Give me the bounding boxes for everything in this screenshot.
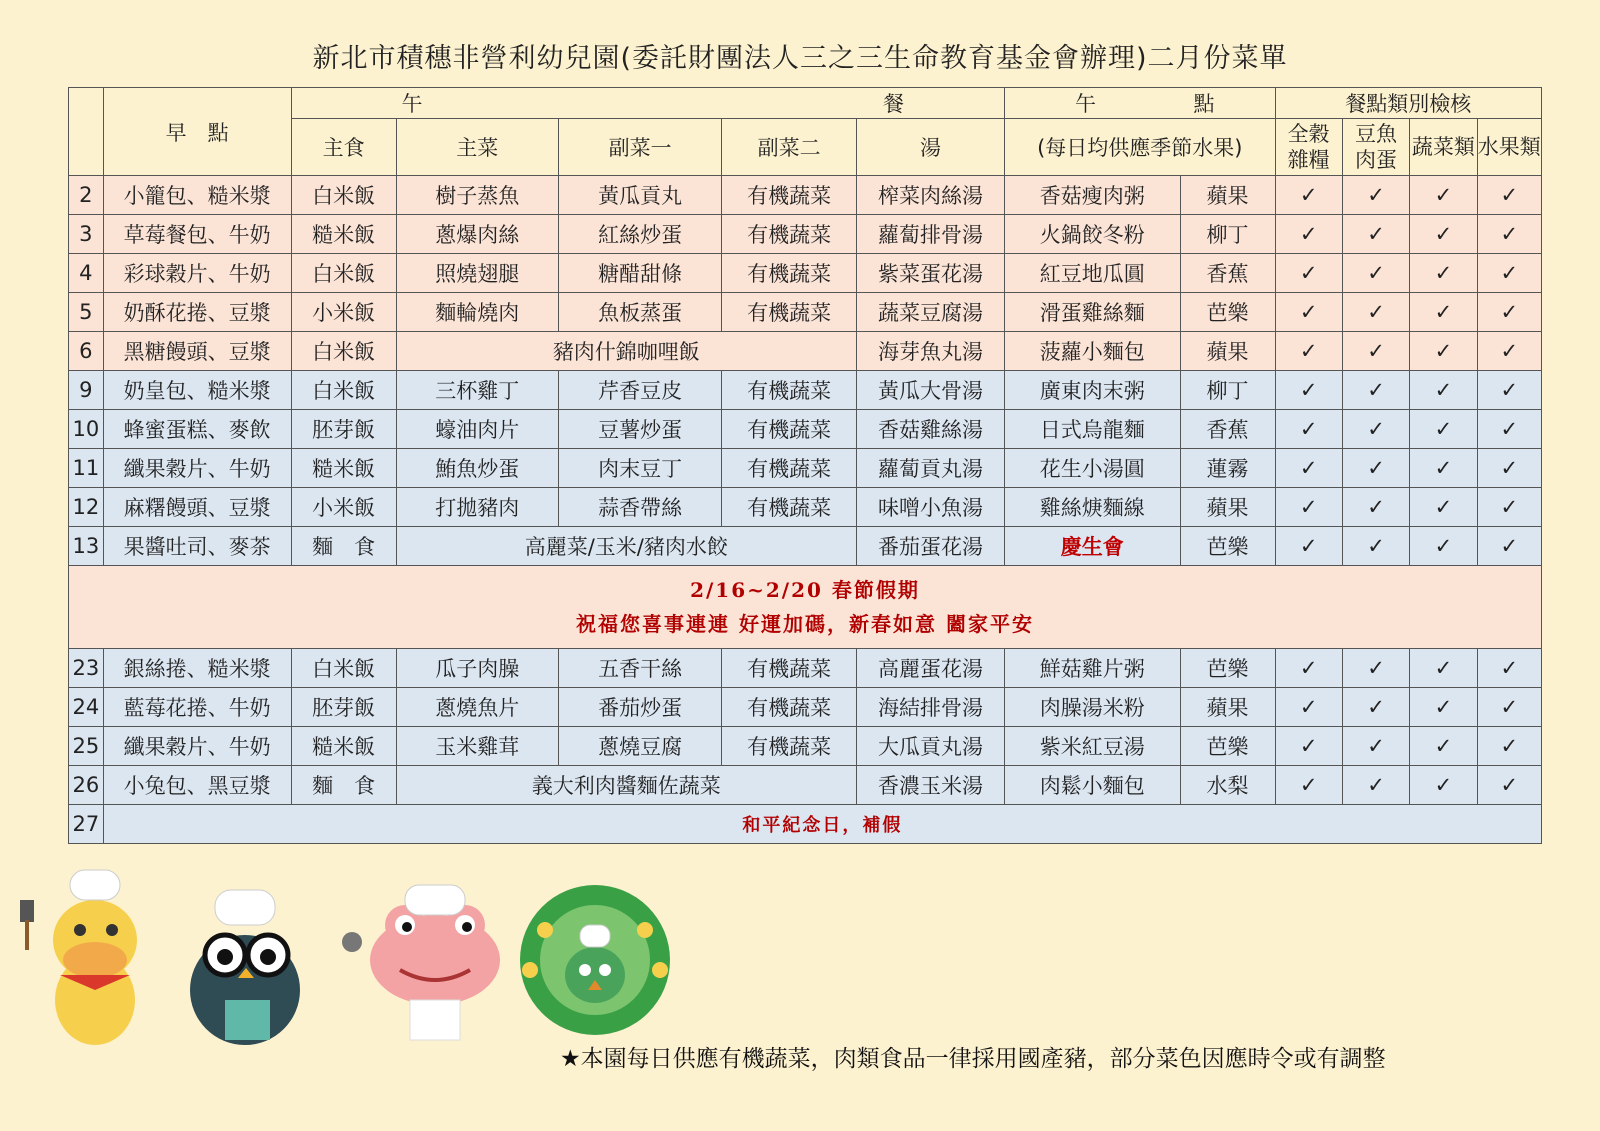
page-title: 新北市積穗非營利幼兒園(委託財團法人三之三生命教育基金會辦理)二月份菜單: [312, 43, 1288, 74]
staple-cell: 白米飯: [291, 649, 396, 688]
menu-row: [69, 293, 1542, 332]
side-dish-1-header: 副菜一: [558, 119, 721, 176]
fruit-cell: 香蕉: [1180, 254, 1275, 293]
snack-cell: 廣東肉末粥: [1005, 371, 1181, 410]
menu-row: [69, 649, 1542, 688]
check-mark-icon: ✓: [1410, 449, 1477, 488]
check-mark-icon: ✓: [1477, 410, 1541, 449]
soup-cell: 高麗蛋花湯: [856, 649, 1004, 688]
side-dish-1-cell: 芹香豆皮: [558, 371, 721, 410]
check-mark-icon: ✓: [1342, 215, 1409, 254]
soup-cell: 黃瓜大骨湯: [856, 371, 1004, 410]
menu-table: [68, 87, 1542, 844]
staple-cell: 胚芽飯: [291, 688, 396, 727]
check-mark-icon: ✓: [1275, 293, 1342, 332]
side-dish-1-cell: 紅絲炒蛋: [558, 215, 721, 254]
fruit-cell: 柳丁: [1180, 371, 1275, 410]
staple-cell: 麵 食: [291, 527, 396, 566]
menu-row: [69, 371, 1542, 410]
soup-cell: 蔬菜豆腐湯: [856, 293, 1004, 332]
breakfast-cell: 彩球穀片、牛奶: [103, 254, 291, 293]
vegetable-check-header: 蔬菜類: [1410, 119, 1477, 176]
combo-dish-cell: 高麗菜/玉米/豬肉水餃: [396, 527, 856, 566]
main-dish-cell: 麵輪燒肉: [396, 293, 558, 332]
main-dish-cell: 蔥爆肉絲: [396, 215, 558, 254]
menu-row: [69, 410, 1542, 449]
breakfast-cell: 纖果穀片、牛奶: [103, 727, 291, 766]
check-mark-icon: ✓: [1275, 649, 1342, 688]
main-dish-cell: 三杯雞丁: [396, 371, 558, 410]
side-dish-1-cell: 五香干絲: [558, 649, 721, 688]
breakfast-cell: 蜂蜜蛋糕、麥飲: [103, 410, 291, 449]
soup-cell: 海結排骨湯: [856, 688, 1004, 727]
check-mark-icon: ✓: [1275, 727, 1342, 766]
snack-cell: 火鍋餃冬粉: [1005, 215, 1181, 254]
holiday-greeting: 祝福您喜事連連 好運加碼，新春如意 闔家平安: [576, 612, 1034, 636]
side-dish-2-cell: 有機蔬菜: [722, 371, 857, 410]
check-mark-icon: ✓: [1275, 254, 1342, 293]
snack-cell: 雞絲焿麵線: [1005, 488, 1181, 527]
breakfast-cell: 麻糬饅頭、豆漿: [103, 488, 291, 527]
staple-cell: 胚芽飯: [291, 410, 396, 449]
soup-cell: 大瓜貢丸湯: [856, 727, 1004, 766]
side-dish-1-cell: 肉末豆丁: [558, 449, 721, 488]
snack-cell: 香菇瘦肉粥: [1005, 176, 1181, 215]
holiday-title: 2/16~2/20 春節假期: [690, 578, 920, 602]
check-mark-icon: ✓: [1477, 215, 1541, 254]
check-mark-icon: ✓: [1275, 449, 1342, 488]
check-mark-icon: ✓: [1477, 727, 1541, 766]
check-mark-icon: ✓: [1342, 176, 1409, 215]
day-cell: 5: [69, 293, 104, 332]
breakfast-cell: 黑糖饅頭、豆漿: [103, 332, 291, 371]
main-dish-cell: 蔥燒魚片: [396, 688, 558, 727]
check-mark-icon: ✓: [1275, 371, 1342, 410]
side-dish-1-cell: 黃瓜貢丸: [558, 176, 721, 215]
check-mark-icon: ✓: [1410, 488, 1477, 527]
staple-cell: 糙米飯: [291, 449, 396, 488]
menu-row: [69, 332, 1542, 371]
fruit-cell: 蘋果: [1180, 688, 1275, 727]
day-cell: 12: [69, 488, 104, 527]
main-dish-cell: 鮪魚炒蛋: [396, 449, 558, 488]
protein-check-header: 豆魚 肉蛋: [1342, 119, 1409, 176]
check-mark-icon: ✓: [1477, 649, 1541, 688]
side-dish-1-cell: 魚板蒸蛋: [558, 293, 721, 332]
check-mark-icon: ✓: [1410, 254, 1477, 293]
fruit-cell: 水梨: [1180, 766, 1275, 805]
fruit-cell: 蘋果: [1180, 488, 1275, 527]
soup-cell: 香菇雞絲湯: [856, 410, 1004, 449]
menu-row: [69, 527, 1542, 566]
side-dish-2-cell: 有機蔬菜: [722, 727, 857, 766]
footer-note: ★本園每日供應有機蔬菜，肉類食品一律採用國產豬，部分菜色因應時令或有調整: [560, 1046, 1386, 1072]
check-mark-icon: ✓: [1410, 766, 1477, 805]
check-mark-icon: ✓: [1275, 766, 1342, 805]
side-dish-2-cell: 有機蔬菜: [722, 449, 857, 488]
side-dish-2-cell: 有機蔬菜: [722, 176, 857, 215]
check-mark-icon: ✓: [1410, 649, 1477, 688]
fruit-cell: 蘋果: [1180, 176, 1275, 215]
day-cell: 4: [69, 254, 104, 293]
peacock-chef-icon: [520, 885, 670, 1035]
menu-row: [69, 488, 1542, 527]
snack-cell: 鮮菇雞片粥: [1005, 649, 1181, 688]
check-mark-icon: ✓: [1477, 371, 1541, 410]
check-mark-icon: ✓: [1342, 293, 1409, 332]
check-mark-icon: ✓: [1342, 449, 1409, 488]
fruit-check-header: 水果類: [1477, 119, 1541, 176]
check-mark-icon: ✓: [1410, 410, 1477, 449]
side-dish-2-cell: 有機蔬菜: [722, 410, 857, 449]
soup-cell: 香濃玉米湯: [856, 766, 1004, 805]
day-cell: 23: [69, 649, 104, 688]
side-dish-2-cell: 有機蔬菜: [722, 254, 857, 293]
breakfast-cell: 藍莓花捲、牛奶: [103, 688, 291, 727]
snack-cell: 日式烏龍麵: [1005, 410, 1181, 449]
grain-check-header: 全穀 雜糧: [1275, 119, 1342, 176]
snack-cell: 肉臊湯米粉: [1005, 688, 1181, 727]
side-dish-1-cell: 糖醋甜條: [558, 254, 721, 293]
fruit-cell: 芭樂: [1180, 649, 1275, 688]
check-mark-icon: ✓: [1275, 215, 1342, 254]
main-dish-cell: 玉米雞茸: [396, 727, 558, 766]
soup-cell: 蘿蔔排骨湯: [856, 215, 1004, 254]
horse-chef-icon: [20, 870, 137, 1045]
staple-header: 主食: [291, 119, 396, 176]
snack-note-header: (每日均供應季節水果): [1005, 119, 1275, 176]
day-cell: 9: [69, 371, 104, 410]
check-mark-icon: ✓: [1275, 688, 1342, 727]
staple-cell: 白米飯: [291, 254, 396, 293]
combo-dish-cell: 義大利肉醬麵佐蔬菜: [396, 766, 856, 805]
soup-cell: 蘿蔔貢丸湯: [856, 449, 1004, 488]
soup-header: 湯: [856, 119, 1004, 176]
peace-day-row: [69, 805, 1542, 844]
menu-row: [69, 688, 1542, 727]
check-mark-icon: ✓: [1410, 176, 1477, 215]
breakfast-header: 早 點: [103, 88, 291, 176]
fruit-cell: 芭樂: [1180, 293, 1275, 332]
main-dish-cell: 打拋豬肉: [396, 488, 558, 527]
owl-chef-icon: [190, 890, 300, 1045]
afternoon-snack-header: 午 點: [1005, 88, 1275, 119]
staple-cell: 小米飯: [291, 488, 396, 527]
breakfast-cell: 奶皇包、糙米漿: [103, 371, 291, 410]
fruit-cell: 芭樂: [1180, 727, 1275, 766]
soup-cell: 榨菜肉絲湯: [856, 176, 1004, 215]
breakfast-cell: 銀絲捲、糙米漿: [103, 649, 291, 688]
side-dish-1-cell: 蒜香帶絲: [558, 488, 721, 527]
main-dish-cell: 照燒翅腿: [396, 254, 558, 293]
check-mark-icon: ✓: [1477, 254, 1541, 293]
staple-cell: 小米飯: [291, 293, 396, 332]
menu-row: [69, 215, 1542, 254]
breakfast-cell: 奶酥花捲、豆漿: [103, 293, 291, 332]
check-mark-icon: ✓: [1410, 332, 1477, 371]
check-mark-icon: ✓: [1342, 766, 1409, 805]
fruit-cell: 蓮霧: [1180, 449, 1275, 488]
check-mark-icon: ✓: [1477, 176, 1541, 215]
staple-cell: 白米飯: [291, 371, 396, 410]
check-mark-icon: ✓: [1410, 215, 1477, 254]
lunch-header: 午 餐: [291, 88, 1005, 119]
snack-cell: 慶生會: [1005, 527, 1181, 566]
combo-dish-cell: 豬肉什錦咖哩飯: [396, 332, 856, 371]
check-mark-icon: ✓: [1342, 332, 1409, 371]
check-mark-icon: ✓: [1342, 488, 1409, 527]
staple-cell: 白米飯: [291, 332, 396, 371]
side-dish-2-cell: 有機蔬菜: [722, 215, 857, 254]
mascot-illustrations: [0, 850, 720, 1050]
snack-cell: 滑蛋雞絲麵: [1005, 293, 1181, 332]
check-mark-icon: ✓: [1342, 410, 1409, 449]
frog-chef-icon: [342, 885, 500, 1040]
fruit-cell: 柳丁: [1180, 215, 1275, 254]
check-mark-icon: ✓: [1275, 332, 1342, 371]
side-dish-2-cell: 有機蔬菜: [722, 649, 857, 688]
breakfast-cell: 草莓餐包、牛奶: [103, 215, 291, 254]
soup-cell: 味噌小魚湯: [856, 488, 1004, 527]
snack-cell: 肉鬆小麵包: [1005, 766, 1181, 805]
check-mark-icon: ✓: [1410, 293, 1477, 332]
day-cell: 13: [69, 527, 104, 566]
side-dish-1-cell: 豆薯炒蛋: [558, 410, 721, 449]
snack-cell: 紅豆地瓜圓: [1005, 254, 1181, 293]
check-mark-icon: ✓: [1477, 488, 1541, 527]
menu-row: [69, 176, 1542, 215]
check-mark-icon: ✓: [1410, 371, 1477, 410]
menu-row: [69, 766, 1542, 805]
check-mark-icon: ✓: [1342, 649, 1409, 688]
check-mark-icon: ✓: [1275, 488, 1342, 527]
day-cell: 2: [69, 176, 104, 215]
main-dish-cell: 瓜子肉臊: [396, 649, 558, 688]
snack-cell: 紫米紅豆湯: [1005, 727, 1181, 766]
category-check-header: 餐點類別檢核: [1275, 88, 1542, 119]
day-cell: 24: [69, 688, 104, 727]
day-cell: 27: [69, 805, 104, 844]
fruit-cell: 蘋果: [1180, 332, 1275, 371]
day-cell: 10: [69, 410, 104, 449]
breakfast-cell: 果醬吐司、麥茶: [103, 527, 291, 566]
check-mark-icon: ✓: [1410, 688, 1477, 727]
check-mark-icon: ✓: [1342, 254, 1409, 293]
check-mark-icon: ✓: [1477, 766, 1541, 805]
day-cell: 25: [69, 727, 104, 766]
menu-row: [69, 727, 1542, 766]
main-dish-cell: 樹子蒸魚: [396, 176, 558, 215]
check-mark-icon: ✓: [1342, 727, 1409, 766]
breakfast-cell: 小籠包、糙米漿: [103, 176, 291, 215]
menu-row: [69, 254, 1542, 293]
check-mark-icon: ✓: [1477, 449, 1541, 488]
menu-row: [69, 449, 1542, 488]
side-dish-2-cell: 有機蔬菜: [722, 688, 857, 727]
check-mark-icon: ✓: [1275, 410, 1342, 449]
side-dish-1-cell: 番茄炒蛋: [558, 688, 721, 727]
soup-cell: 番茄蛋花湯: [856, 527, 1004, 566]
staple-cell: 糙米飯: [291, 727, 396, 766]
check-mark-icon: ✓: [1342, 527, 1409, 566]
check-mark-icon: ✓: [1410, 527, 1477, 566]
day-cell: 11: [69, 449, 104, 488]
holiday-row: [69, 566, 1542, 649]
day-cell: 3: [69, 215, 104, 254]
snack-cell: 菠蘿小麵包: [1005, 332, 1181, 371]
day-cell: 26: [69, 766, 104, 805]
side-dish-1-cell: 蔥燒豆腐: [558, 727, 721, 766]
main-dish-cell: 蠔油肉片: [396, 410, 558, 449]
check-mark-icon: ✓: [1342, 688, 1409, 727]
soup-cell: 海芽魚丸湯: [856, 332, 1004, 371]
holiday-notice: [69, 566, 1542, 649]
side-dish-2-header: 副菜二: [722, 119, 857, 176]
peace-day-note: 和平紀念日，補假: [103, 805, 1541, 844]
staple-cell: 糙米飯: [291, 215, 396, 254]
check-mark-icon: ✓: [1342, 371, 1409, 410]
check-mark-icon: ✓: [1410, 727, 1477, 766]
breakfast-cell: 小兔包、黑豆漿: [103, 766, 291, 805]
check-mark-icon: ✓: [1477, 293, 1541, 332]
day-cell: 6: [69, 332, 104, 371]
side-dish-2-cell: 有機蔬菜: [722, 488, 857, 527]
breakfast-cell: 纖果穀片、牛奶: [103, 449, 291, 488]
check-mark-icon: ✓: [1275, 527, 1342, 566]
main-dish-header: 主菜: [396, 119, 558, 176]
fruit-cell: 香蕉: [1180, 410, 1275, 449]
staple-cell: 白米飯: [291, 176, 396, 215]
soup-cell: 紫菜蛋花湯: [856, 254, 1004, 293]
fruit-cell: 芭樂: [1180, 527, 1275, 566]
check-mark-icon: ✓: [1477, 332, 1541, 371]
day-header: [69, 88, 104, 176]
check-mark-icon: ✓: [1477, 688, 1541, 727]
check-mark-icon: ✓: [1275, 176, 1342, 215]
side-dish-2-cell: 有機蔬菜: [722, 293, 857, 332]
staple-cell: 麵 食: [291, 766, 396, 805]
snack-cell: 花生小湯圓: [1005, 449, 1181, 488]
check-mark-icon: ✓: [1477, 527, 1541, 566]
